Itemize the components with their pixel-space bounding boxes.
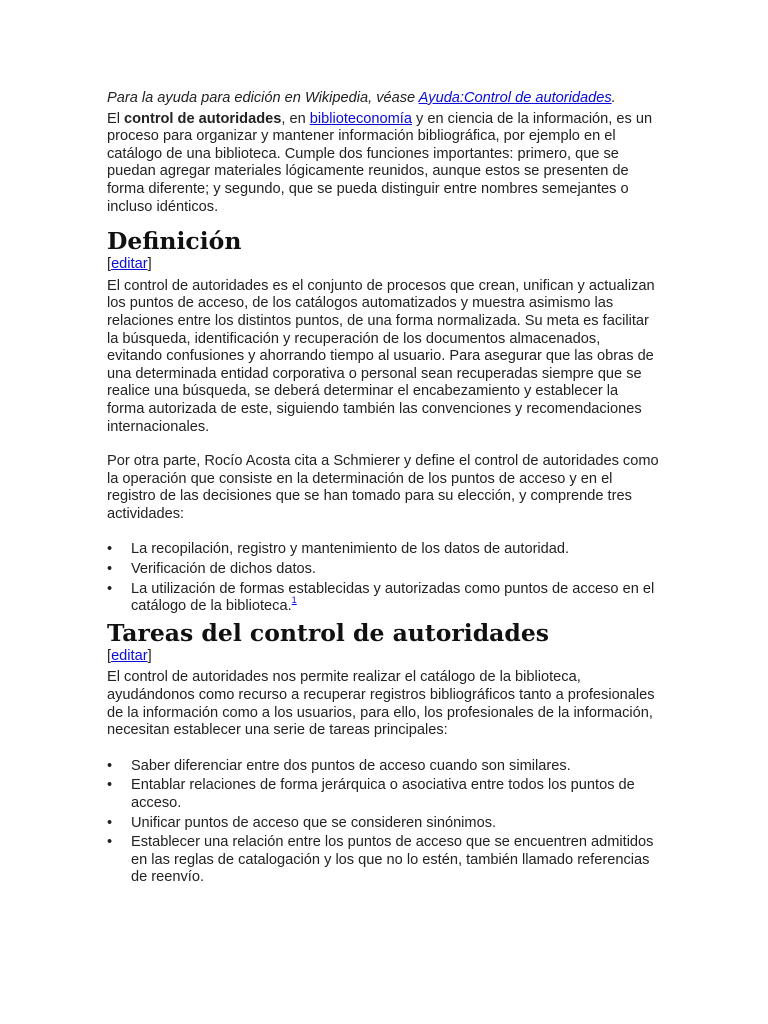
edit-bracket-open: [ [107, 647, 112, 664]
list-item-text: Saber diferenciar entre dos puntos de acceso cuando son similares. [131, 757, 571, 774]
edit-link-definicion[interactable]: editar [111, 256, 148, 273]
bullet-glyph: • [107, 580, 113, 597]
list-item-text: La recopilación, registro y mantenimiento de los datos de autoridad. [131, 541, 570, 558]
bullet-glyph: • [107, 777, 113, 794]
edit-bracket-close: ] [147, 647, 152, 664]
definicion-list [107, 541, 659, 615]
intro-mid: , en [281, 110, 310, 127]
hatnote-end: . [611, 90, 616, 106]
list-item [107, 834, 659, 887]
definicion-paragraph-1: El control de autoridades es el conjunto de procesos que crean, unifican y actualizan los puntos de acceso, de los catálogos automatizados y muestra asimismo las relaciones entre los distintos puntos, de una forma normalizada. Su meta es facilitar la búsqueda, identificación y recuperación de los documentos almacenados, evitando confusiones y ahorrando tiempo al usuario. Para asegurar que las obras de una determinada entidad corporativa o personal sean recuperadas siempre que se realice una búsqueda, se deberá determinar el encabezamiento y establecer la forma autorizada de este, siguiendo también las convenciones y recomendaciones internacionales. [107, 277, 655, 435]
list-item-text: La utilización de formas establecidas y autorizadas como puntos de acceso en el catálogo de la biblioteca. [131, 580, 655, 615]
edit-bracket-open: [ [107, 256, 112, 273]
list-item-text: Establecer una relación entre los puntos de acceso que se encuentren admitidos en las reglas de catalogación y los que no lo estén, también llamado referencias de reenvío. [131, 834, 654, 886]
footnote-link[interactable]: 1 [291, 595, 297, 606]
list-item-text: Entablar relaciones de forma jerárquica o asociativa entre todos los puntos de acceso. [131, 777, 635, 811]
list-item [107, 758, 659, 776]
hatnote-text: Para la ayuda para edición en Wikipedia, véase [107, 90, 419, 106]
list-item [107, 561, 659, 579]
section-heading-definicion: Definición [107, 227, 242, 256]
tareas-list [107, 758, 659, 887]
list-item [107, 777, 659, 812]
intro-bold-term: control de autoridades [124, 110, 282, 127]
help-link[interactable]: Ayuda:Control de autoridades [418, 90, 612, 106]
article-content [107, 90, 659, 889]
tareas-paragraph-1: El control de autoridades nos permite realizar el catálogo de la biblioteca, ayudándonos como recurso a recuperar registros bibliográficos tanto a profesionales de la información como a los usuarios, para ello, los profesionales de la información, necesitan establecer una serie de tareas principales: [107, 669, 655, 739]
bullet-glyph: • [107, 757, 113, 774]
edit-section-tareas [107, 648, 659, 666]
edit-bracket-close: ] [147, 256, 152, 273]
section-heading-tareas: Tareas del control de autoridades [107, 618, 550, 647]
edit-section-definicion [107, 256, 659, 274]
definicion-paragraph-2: Por otra parte, Rocío Acosta cita a Schmierer y define el control de autoridades como la operación que consiste en la determinación de los puntos de acceso y en el registro de las decisiones que se han tomado para su elección, y comprende tres actividades: [107, 453, 659, 522]
intro-pre: El [107, 110, 125, 127]
bullet-glyph: • [107, 541, 113, 558]
list-item [107, 581, 659, 616]
edit-link-tareas[interactable]: editar [111, 647, 148, 664]
intro-post: y en ciencia de la información, es un proceso para organizar y mantener información bibliográfica, por ejemplo en el catálogo de una biblioteca. Cumple dos funciones importantes: primero, que se puedan agregar materiales lógicamente reunidos, aunque estos se presenten de forma diferente; y segundo, que se pueda distinguir entre nombres semejantes o incluso idénticos. [107, 110, 653, 215]
list-item [107, 815, 659, 833]
biblioteconomia-link[interactable]: biblioteconomía [309, 110, 412, 127]
list-item-text: Verificación de dichos datos. [131, 561, 316, 578]
bullet-glyph: • [107, 561, 113, 578]
list-item-text: Unificar puntos de acceso que se consideren sinónimos. [131, 814, 497, 831]
list-item [107, 541, 659, 559]
hatnote [107, 90, 659, 108]
bullet-glyph: • [107, 834, 113, 851]
bullet-glyph: • [107, 814, 113, 831]
intro-paragraph [107, 111, 659, 217]
